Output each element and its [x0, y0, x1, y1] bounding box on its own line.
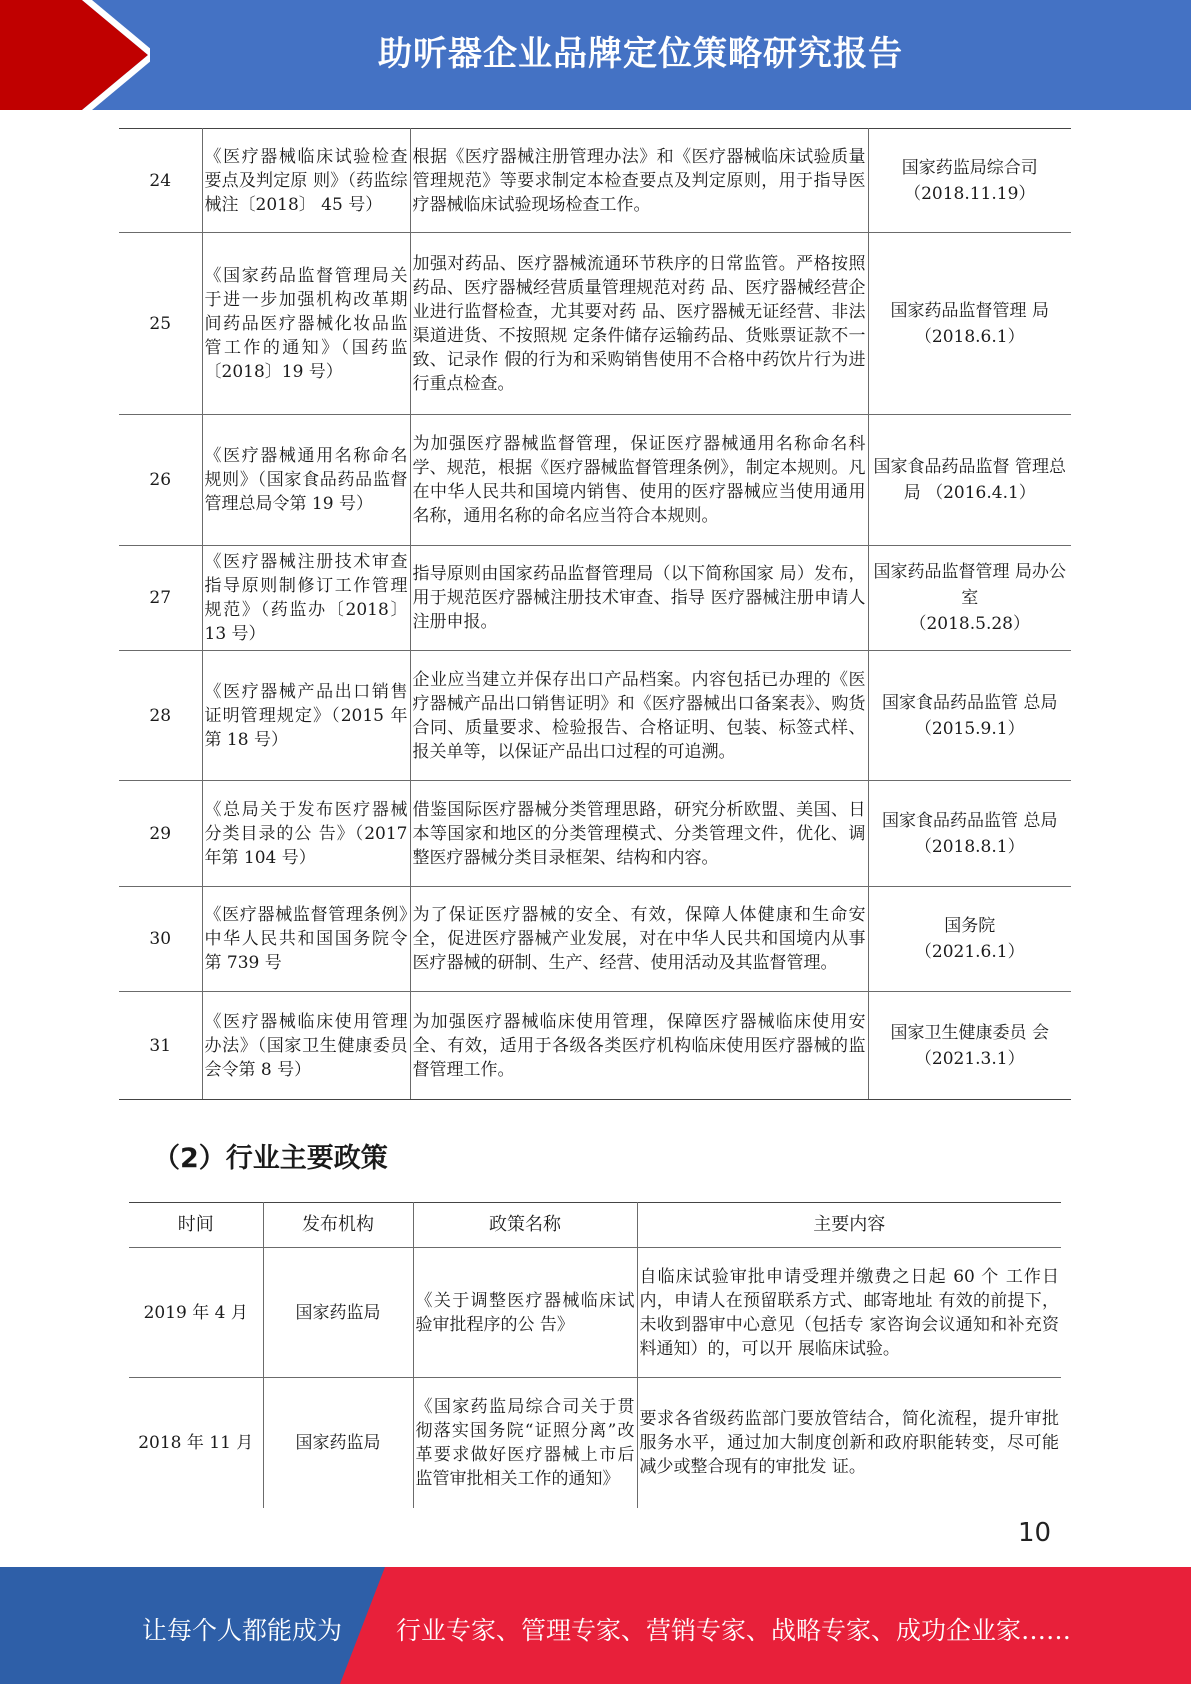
regulation-issuer: 国家食品药品监管 总局 （2018.8.1）: [868, 781, 1071, 887]
table-row: [119, 129, 1071, 233]
page-number: 10: [1018, 1518, 1052, 1548]
row-number: 25: [119, 233, 202, 415]
regulation-name: 《总局关于发布医疗器械分类目录的公 告》（2017 年第 104 号）: [202, 781, 410, 887]
column-header-content: 主要内容: [637, 1203, 1061, 1248]
regulation-issuer: 国家药监局综合司 （2018.11.19）: [868, 129, 1071, 233]
table-row: [119, 546, 1071, 651]
column-header-time: 时间: [129, 1203, 263, 1248]
regulation-content: 指导原则由国家药品监督管理局（以下简称国家 局）发布，用于规范医疗器械注册技术审查、指导 医疗器械注册申请人注册申报。: [410, 546, 868, 651]
policy-org: 国家药监局: [263, 1248, 413, 1378]
row-number: 24: [119, 129, 202, 233]
table-row: [119, 992, 1071, 1100]
row-number: 26: [119, 415, 202, 546]
policy-name: 《国家药监局综合司关于贯彻落实国务院“证照分离”改革要求做好医疗器械上市后监管审批相关工作的通知》: [413, 1378, 637, 1508]
regulation-table: [119, 128, 1071, 1100]
policy-name: 《关于调整医疗器械临床试验审批程序的公 告》: [413, 1248, 637, 1378]
row-number: 27: [119, 546, 202, 651]
policy-table: [129, 1202, 1061, 1508]
row-number: 30: [119, 887, 202, 992]
regulation-name: 《医疗器械监督管理条例》中华人民共和国国务院令第 739 号: [202, 887, 410, 992]
table-header-row: [129, 1203, 1061, 1248]
policy-time: 2018 年 11 月: [129, 1378, 263, 1508]
regulation-content: 加强对药品、医疗器械流通环节秩序的日常监管。严格按照药品、医疗器械经营质量管理规范对药 品、医疗器械经营企业进行监督检查，尤其要对药 品、医疗器械无证经营、非法渠道进货、不按照规 定条件储存运输药品、货账票证款不一致、记录作 假的行为和采购销售使用不合格中药饮片行为进 行重点检查。: [410, 233, 868, 415]
table-row: [119, 781, 1071, 887]
policy-org: 国家药监局: [263, 1378, 413, 1508]
row-number: 31: [119, 992, 202, 1100]
table-row: [129, 1378, 1061, 1508]
policy-time: 2019 年 4 月: [129, 1248, 263, 1378]
row-number: 29: [119, 781, 202, 887]
regulation-name: 《医疗器械临床试验检查要点及判定原 则》（药监综械注〔2018〕 45 号）: [202, 129, 410, 233]
table-row: [119, 415, 1071, 546]
regulation-content: 为加强医疗器械临床使用管理，保障医疗器械临床使用安全、有效，适用于各级各类医疗机构临床使用医疗器械的监督管理工作。: [410, 992, 868, 1100]
column-header-org: 发布机构: [263, 1203, 413, 1248]
row-number: 28: [119, 651, 202, 781]
regulation-content: 为了保证医疗器械的安全、有效，保障人体健康和生命安全，促进医疗器械产业发展，对在中华人民共和国境内从事医疗器械的研制、生产、经营、使用活动及其监督管理。: [410, 887, 868, 992]
regulation-issuer: 国家食品药品监管 总局 （2015.9.1）: [868, 651, 1071, 781]
regulation-name: 《国家药品监督管理局关于进一步加强机构改革期间药品医疗器械化妆品监管工作的通知》（国药监〔2018〕19 号）: [202, 233, 410, 415]
regulation-issuer: 国家卫生健康委员 会 （2021.3.1）: [868, 992, 1071, 1100]
regulation-content: 企业应当建立并保存出口产品档案。内容包括已办理的《医疗器械产品出口销售证明》和《医疗器械出口备案表》、购货合同、质量要求、检验报告、合格证明、包装、标签式样、报关单等，以保证产品出口过程的可追溯。: [410, 651, 868, 781]
regulation-name: 《医疗器械通用名称命名规则》（国家食品药品监督管理总局令第 19 号）: [202, 415, 410, 546]
regulation-content: 根据《医疗器械注册管理办法》和《医疗器械临床试验质量管理规范》等要求制定本检查要点及判定原则，用于指导医疗器械临床试验现场检查工作。: [410, 129, 868, 233]
column-header-name: 政策名称: [413, 1203, 637, 1248]
regulation-issuer: 国家药品监督管理 局 （2018.6.1）: [868, 233, 1071, 415]
regulation-content: 为加强医疗器械监督管理，保证医疗器械通用名称命名科学、规范，根据《医疗器械监督管理条例》，制定本规则。凡在中华人民共和国境内销售、使用的医疗器械应当使用通用名称，通用名称的命名应当符合本规则。: [410, 415, 868, 546]
regulation-name: 《医疗器械注册技术审查指导原则制修订工作管理规范》（药监办〔2018〕13 号）: [202, 546, 410, 651]
regulation-issuer: 国务院 （2021.6.1）: [868, 887, 1071, 992]
footer-slogan-left: 让每个人都能成为: [142, 1616, 343, 1645]
report-title: 助听器企业品牌定位策略研究报告: [378, 34, 903, 74]
regulation-content: 借鉴国际医疗器械分类管理思路，研究分析欧盟、美国、日本等国家和地区的分类管理模式、分类管理文件，优化、调整医疗器械分类目录框架、结构和内容。: [410, 781, 868, 887]
regulation-name: 《医疗器械产品出口销售证明管理规定》（2015 年第 18 号）: [202, 651, 410, 781]
page-header: [0, 0, 1191, 110]
table-row: [119, 651, 1071, 781]
regulation-issuer: 国家食品药品监督 管理总局 （2016.4.1）: [868, 415, 1071, 546]
table-row: [119, 887, 1071, 992]
table-row: [129, 1248, 1061, 1378]
regulation-issuer: 国家药品监督管理 局办公室 （2018.5.28）: [868, 546, 1071, 651]
page-footer: [0, 1567, 1191, 1684]
policy-content: 自临床试验审批申请受理并缴费之日起 60 个 工作日内，申请人在预留联系方式、邮寄地址 有效的前提下，未收到器审中心意见（包括专 家咨询会议通知和补充资料通知）的，可以开 展临床试验。: [637, 1248, 1061, 1378]
section-title: （2）行业主要政策: [153, 1143, 388, 1174]
table-row: [119, 233, 1071, 415]
footer-slogan-right: 行业专家、管理专家、营销专家、战略专家、成功企业家……: [396, 1616, 1072, 1645]
regulation-name: 《医疗器械临床使用管理办法》（国家卫生健康委员会令第 8 号）: [202, 992, 410, 1100]
policy-content: 要求各省级药监部门要放管结合，简化流程，提升审批服务水平，通过加大制度创新和政府职能转变，尽可能减少或整合现有的审批发 证。: [639, 1408, 1059, 1477]
